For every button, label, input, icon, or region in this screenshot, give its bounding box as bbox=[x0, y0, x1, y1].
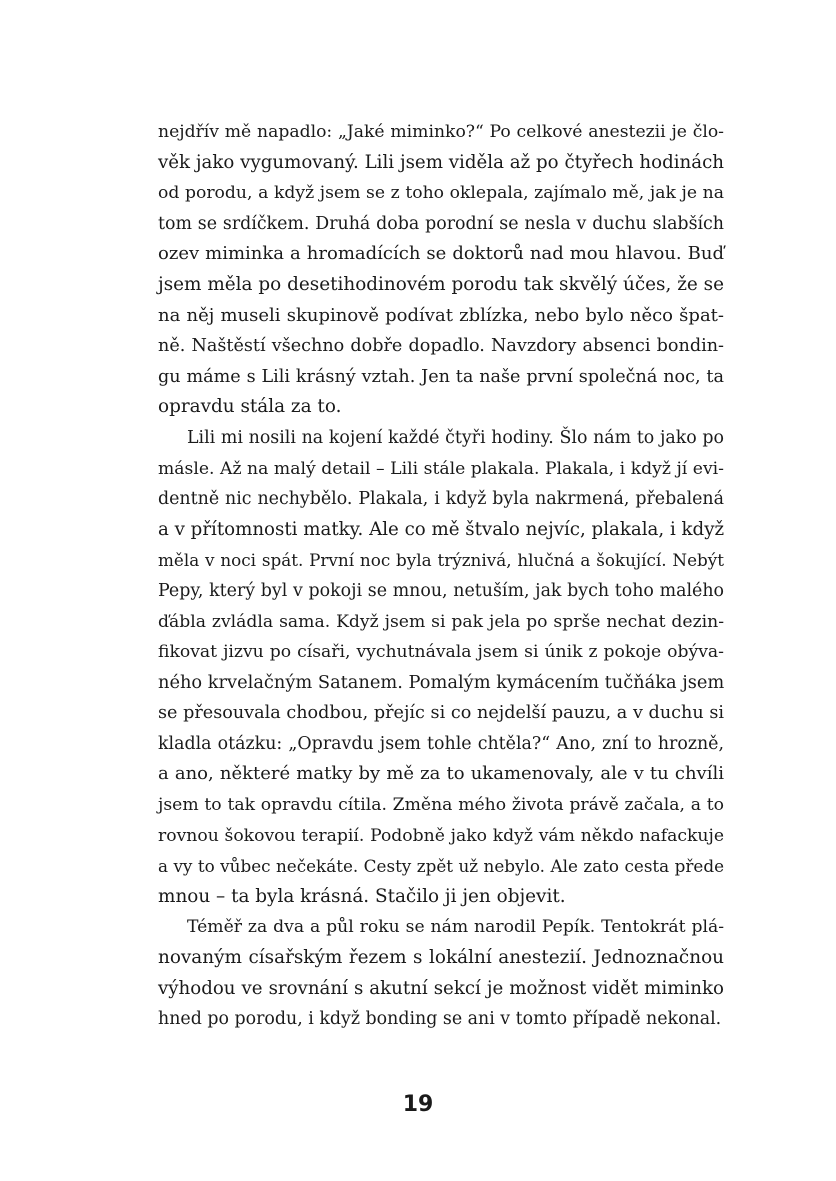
text-line: výhodou ve srovnání s akutní sekcí je možnost vidět miminko bbox=[158, 977, 724, 999]
text-line: nejdřív mě napadlo: „Jaké miminko?“ Po celkové anestezii je člo- bbox=[158, 122, 724, 142]
text-line: a vy to vůbec nečekáte. Cesty zpět už nebylo. Ale zato cesta přede bbox=[158, 856, 724, 877]
text-line: Téměř za dva a půl roku se nám narodil Pepík. Tentokrát plá- bbox=[187, 917, 724, 938]
page-number: 19 bbox=[402, 1092, 434, 1117]
text-line: mnou – ta byla krásná. Stačilo ji jen objevit. bbox=[158, 885, 566, 907]
text-line: se přesouvala chodbou, přejíc si co nejdelší pauzu, a v duchu si bbox=[158, 703, 724, 724]
text-line: Lili mi nosili na kojení každé čtyři hodiny. Šlo nám to jako po bbox=[187, 427, 724, 448]
text-line: měla v noci spát. První noc byla trýznivá, hlučná a šokující. Nebýt bbox=[158, 550, 724, 571]
text-line: tom se srdíčkem. Druhá doba porodní se nesla v duchu slabších bbox=[158, 213, 724, 234]
paragraph bbox=[158, 423, 724, 913]
text-line: na něj museli skupinově podívat zblízka, nebo bylo něco špat- bbox=[158, 304, 724, 326]
text-line: ďábla zvládla sama. Když jsem si pak jela po sprše nechat dezin- bbox=[158, 611, 724, 632]
paragraph bbox=[158, 117, 724, 423]
text-line: a ano, některé matky by mě za to ukamenovaly, ale v tu chvíli bbox=[158, 763, 724, 785]
text-line: dentně nic nechybělo. Plakala, i když byla nakrmená, přebalená bbox=[158, 489, 724, 510]
text-line: ně. Naštěstí všechno dobře dopadlo. Navzdory absenci bondin- bbox=[158, 336, 724, 357]
text-line: jsem to tak opravdu cítila. Změna mého života právě začala, a to bbox=[158, 795, 724, 816]
text-line: rovnou šokovou terapií. Podobně jako když vám někdo nafackuje bbox=[158, 825, 724, 846]
paragraph bbox=[158, 912, 724, 1034]
body-text bbox=[158, 117, 724, 1035]
text-line: Pepy, který byl v pokoji se mnou, netuším, jak bych toho malého bbox=[158, 580, 724, 601]
text-line: a v přítomnosti matky. Ale co mě štvalo nejvíc, plakala, i když bbox=[158, 518, 725, 540]
text-line: novaným císařským řezem s lokální anestezií. Jednoznačnou bbox=[158, 947, 724, 969]
text-line: opravdu stála za to. bbox=[158, 396, 342, 418]
text-line: hned po porodu, i když bonding se ani v tomto případě nekonal. bbox=[158, 1009, 722, 1030]
text-line: jsem měla po desetihodinovém porodu tak skvělý účes, že se bbox=[158, 273, 724, 295]
text-line: gu máme s Lili krásný vztah. Jen ta naše první společná noc, ta bbox=[158, 366, 724, 387]
text-line: ného krvelačným Satanem. Pomalým kymácením tučňáka jsem bbox=[158, 671, 725, 693]
text-line: věk jako vygumovaný. Lili jsem viděla až po čtyřech hodinách bbox=[158, 151, 724, 173]
text-line: kladla otázku: „Opravdu jsem tohle chtěla?“ Ano, zní to hrozně, bbox=[158, 733, 724, 754]
text-line: fikovat jizvu po císaři, vychutnávala jsem si únik z pokoje obýva- bbox=[158, 642, 724, 663]
text-line: ozev miminka a hromadících se doktorů nad mou hlavou. Buď bbox=[158, 243, 724, 265]
text-line: másle. Až na malý detail – Lili stále plakala. Plakala, i když jí evi- bbox=[158, 458, 724, 479]
text-line: od porodu, a když jsem se z toho oklepala, zajímalo mě, jak je na bbox=[158, 183, 724, 204]
